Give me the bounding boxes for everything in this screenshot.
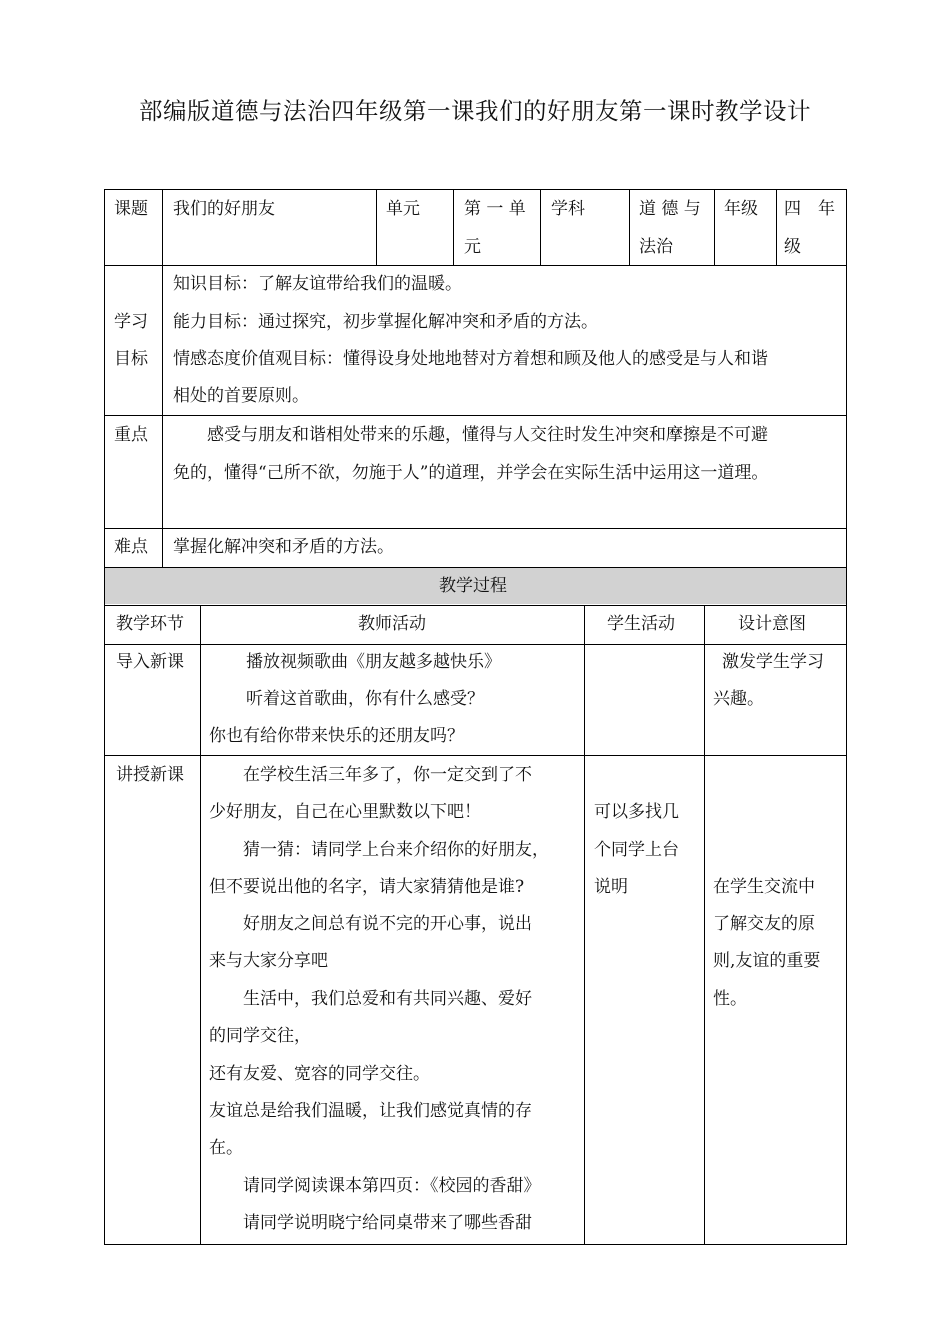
teacher-line: 在。 bbox=[209, 1138, 243, 1158]
teacher-line: 你也有给你带来快乐的还朋友吗？ bbox=[209, 726, 464, 746]
unit-value: 元 bbox=[464, 237, 481, 257]
design-line: 性。 bbox=[713, 989, 747, 1009]
topic-label: 课题 bbox=[114, 199, 148, 219]
key-points-line: 免的，懂得“己所不欲，勿施于人”的道理，并学会在实际生活中运用这一道理。 bbox=[173, 463, 769, 483]
col-design-header: 设计意图 bbox=[738, 614, 806, 634]
teacher-line: 来与大家分享吧 bbox=[209, 951, 328, 971]
student-line: 个同学上台 bbox=[594, 840, 679, 860]
teacher-line: 生活中，我们总爱和有共同兴趣、爱好 bbox=[243, 989, 532, 1009]
stage-intro: 导入新课 bbox=[116, 652, 184, 672]
objective-line: 情感态度价值观目标：懂得设身处地地替对方着想和顾及他人的感受是与人和谐 bbox=[173, 349, 768, 369]
table-rule bbox=[104, 265, 847, 266]
table-rule bbox=[540, 189, 541, 266]
objectives-label: 学习 bbox=[114, 312, 148, 332]
table-rule bbox=[704, 605, 705, 1245]
teacher-line: 但不要说出他的名字，请大家猜猜他是谁? bbox=[209, 877, 525, 897]
teacher-line: 播放视频歌曲《朋友越多越快乐》 bbox=[246, 652, 501, 672]
design-line: 兴趣。 bbox=[713, 689, 764, 709]
teacher-line: 请同学阅读课本第四页：《校园的香甜》 bbox=[243, 1176, 541, 1196]
table-rule bbox=[104, 644, 847, 645]
design-line: 则,友谊的重要 bbox=[713, 951, 821, 971]
grade-value: 级 bbox=[784, 237, 801, 257]
topic-value: 我们的好朋友 bbox=[173, 199, 275, 219]
unit-label: 单元 bbox=[386, 199, 420, 219]
difficulty-label: 难点 bbox=[114, 537, 148, 557]
subject-value: 道 德 与 bbox=[639, 199, 701, 219]
table-rule bbox=[200, 605, 201, 1245]
unit-value: 第 一 单 bbox=[464, 199, 526, 219]
objective-line: 知识目标：了解友谊带给我们的温暖。 bbox=[173, 274, 462, 294]
table-rule bbox=[776, 189, 777, 266]
key-points-line: 感受与朋友和谐相处带来的乐趣，懂得与人交往时发生冲突和摩擦是不可避 bbox=[207, 425, 768, 445]
table-rule bbox=[104, 528, 847, 529]
difficulty-text: 掌握化解冲突和矛盾的方法。 bbox=[173, 537, 394, 557]
table-rule bbox=[104, 1244, 847, 1245]
teacher-line: 好朋友之间总有说不完的开心事，说出 bbox=[243, 914, 532, 934]
table-rule bbox=[104, 189, 105, 1245]
teacher-line: 请同学说明晓宁给同桌带来了哪些香甜 bbox=[243, 1213, 532, 1233]
teacher-line: 的同学交往， bbox=[209, 1026, 311, 1046]
table-rule bbox=[714, 189, 715, 266]
col-student-header: 学生活动 bbox=[607, 614, 675, 634]
design-line: 了解交友的原 bbox=[713, 914, 815, 934]
teacher-line: 少好朋友，自己在心里默数以下吧！ bbox=[209, 802, 481, 822]
table-rule bbox=[104, 755, 847, 756]
teacher-line: 友谊总是给我们温暖，让我们感觉真情的存 bbox=[209, 1101, 532, 1121]
grade-value: 四 年 bbox=[784, 199, 835, 219]
student-line: 说明 bbox=[594, 877, 628, 897]
objective-line: 相处的首要原则。 bbox=[173, 386, 309, 406]
table-rule bbox=[104, 189, 847, 190]
teacher-line: 在学校生活三年多了，你一定交到了不 bbox=[243, 765, 532, 785]
table-rule bbox=[104, 415, 847, 416]
stage-teach: 讲授新课 bbox=[116, 765, 184, 785]
col-teacher-header: 教师活动 bbox=[358, 614, 426, 634]
table-rule bbox=[162, 189, 163, 568]
subject-value: 法治 bbox=[639, 237, 673, 257]
process-heading: 教学过程 bbox=[439, 576, 507, 596]
table-rule bbox=[104, 605, 847, 606]
col-stage-header: 教学环节 bbox=[116, 614, 184, 634]
table-rule bbox=[584, 605, 585, 1245]
teacher-line: 猜一猜：请同学上台来介绍你的好朋友， bbox=[243, 840, 549, 860]
design-line: 在学生交流中 bbox=[713, 877, 815, 897]
table-rule bbox=[453, 189, 454, 266]
design-line: 激发学生学习 bbox=[722, 652, 824, 672]
subject-label: 学科 bbox=[551, 199, 585, 219]
table-rule bbox=[376, 189, 377, 266]
grade-label: 年级 bbox=[724, 199, 758, 219]
page-title: 部编版道德与法治四年级第一课我们的好朋友第一课时教学设计 bbox=[139, 97, 811, 125]
objectives-label: 目标 bbox=[114, 349, 148, 369]
key-points-label: 重点 bbox=[114, 425, 148, 445]
teacher-line: 听着这首歌曲，你有什么感受？ bbox=[246, 689, 484, 709]
table-rule bbox=[629, 189, 630, 266]
objective-line: 能力目标：通过探究，初步掌握化解冲突和矛盾的方法。 bbox=[173, 312, 598, 332]
teacher-line: 还有友爱、宽容的同学交往。 bbox=[209, 1064, 430, 1084]
student-line: 可以多找几 bbox=[594, 802, 679, 822]
table-rule bbox=[104, 567, 847, 568]
table-rule bbox=[846, 189, 847, 1245]
